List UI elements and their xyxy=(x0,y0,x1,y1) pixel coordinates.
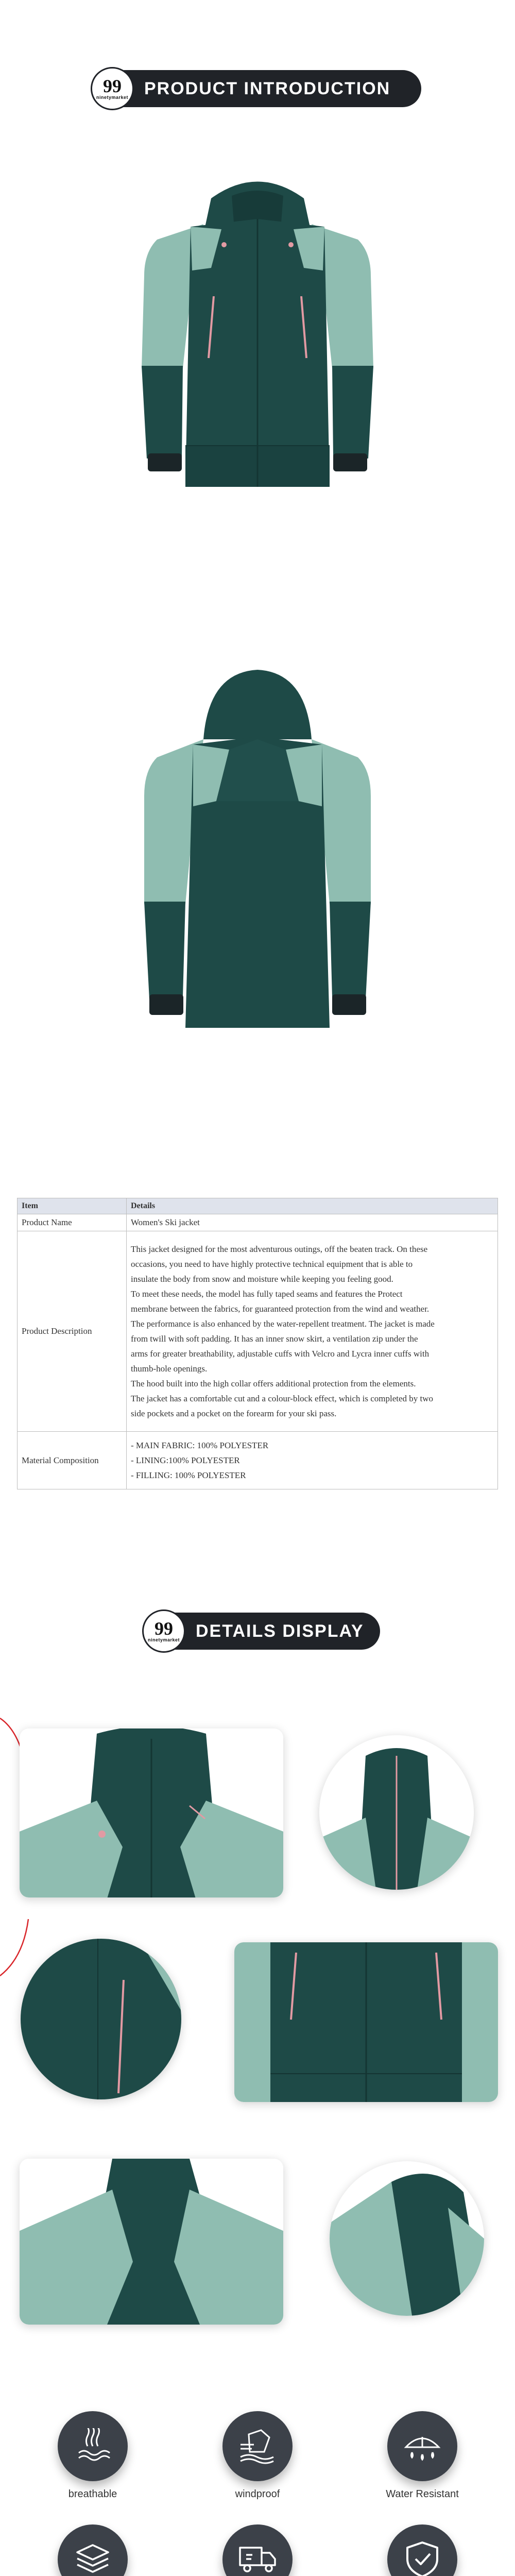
brand-logo: 99 ninetymarket xyxy=(142,1609,185,1653)
feature-spot-delivery xyxy=(219,2524,296,2576)
jacket-front-image xyxy=(126,167,389,497)
feature-quality-assurance xyxy=(384,2524,461,2576)
decorative-red-arc xyxy=(0,1917,31,1978)
material-composition-value: - MAIN FABRIC: 100% POLYESTER - LINING:100% POLYESTER - FILLING: 100% POLYESTER xyxy=(127,1432,498,1489)
details-section-header xyxy=(145,1613,380,1650)
feature-breathable xyxy=(54,2411,131,2501)
feature-windproof xyxy=(219,2411,296,2501)
product-spec-table xyxy=(17,1198,498,1489)
table-row xyxy=(18,1432,498,1489)
feature-label: Water Resistant xyxy=(386,2488,459,2500)
table-header-row xyxy=(18,1198,498,1214)
table-header-item: Item xyxy=(18,1198,127,1214)
table-header-details: Details xyxy=(127,1198,498,1214)
table-row xyxy=(18,1214,498,1231)
table-row xyxy=(18,1231,498,1432)
detail-hood-circle xyxy=(319,1735,474,1890)
product-name-value: Women's Ski jacket xyxy=(127,1214,498,1231)
feature-label: windproof xyxy=(235,2488,280,2500)
brand-logo: 99 ninetymarket xyxy=(91,67,134,110)
detail-lower-body-card xyxy=(234,1942,498,2102)
water-resistant-icon xyxy=(403,2427,442,2466)
detail-shoulder-card xyxy=(20,2159,283,2325)
windproof-icon xyxy=(238,2427,277,2465)
detail-hood-card xyxy=(20,1728,283,1897)
product-description-value: This jacket designed for the most adventurous outings, off the beaten track. On these occasions, you need to have highly protective technical equipment that is able to insulate the body from snow and moisture while keeping you feeling good. To meet these needs, the model has fully taped seams and features the Protect membrane between the fabrics, for guaranteed protection from the wind and weather. The performance is also enhanced by the water-repellent treatment. The jacket is made from twill with soft padding. It has an inner snow skirt, a ventilation zip under the arms for greater breathability, adjustable cuffs with Velcro and Lycra inner cuffs with thumb-hole openings. The hood built into the high collar offers additional protection from the elements. The jacket has a comfortable cut and a colour-block effect, which is completed by two side pockets and a pocket on the forearm for your ski pass. xyxy=(127,1231,498,1432)
quality-shield-icon xyxy=(403,2539,441,2576)
jacket-back-image xyxy=(126,667,389,1033)
breathable-icon xyxy=(75,2428,111,2464)
intro-section-title: PRODUCT INTRODUCTION xyxy=(144,78,391,98)
product-description-label: Product Description xyxy=(18,1231,127,1432)
intro-section-header xyxy=(94,70,421,107)
feature-label: breathable xyxy=(68,2488,117,2500)
material-composition-label: Material Composition xyxy=(18,1432,127,1489)
detail-pocket-circle xyxy=(21,1939,181,2099)
delivery-truck-icon xyxy=(237,2541,278,2576)
feature-thickened-material xyxy=(54,2524,131,2576)
feature-water-resistant xyxy=(384,2411,461,2501)
thickened-material-icon xyxy=(73,2540,112,2576)
details-section-title: DETAILS DISPLAY xyxy=(196,1621,364,1641)
product-name-label: Product Name xyxy=(18,1214,127,1231)
detail-sleeve-circle xyxy=(330,2161,484,2316)
